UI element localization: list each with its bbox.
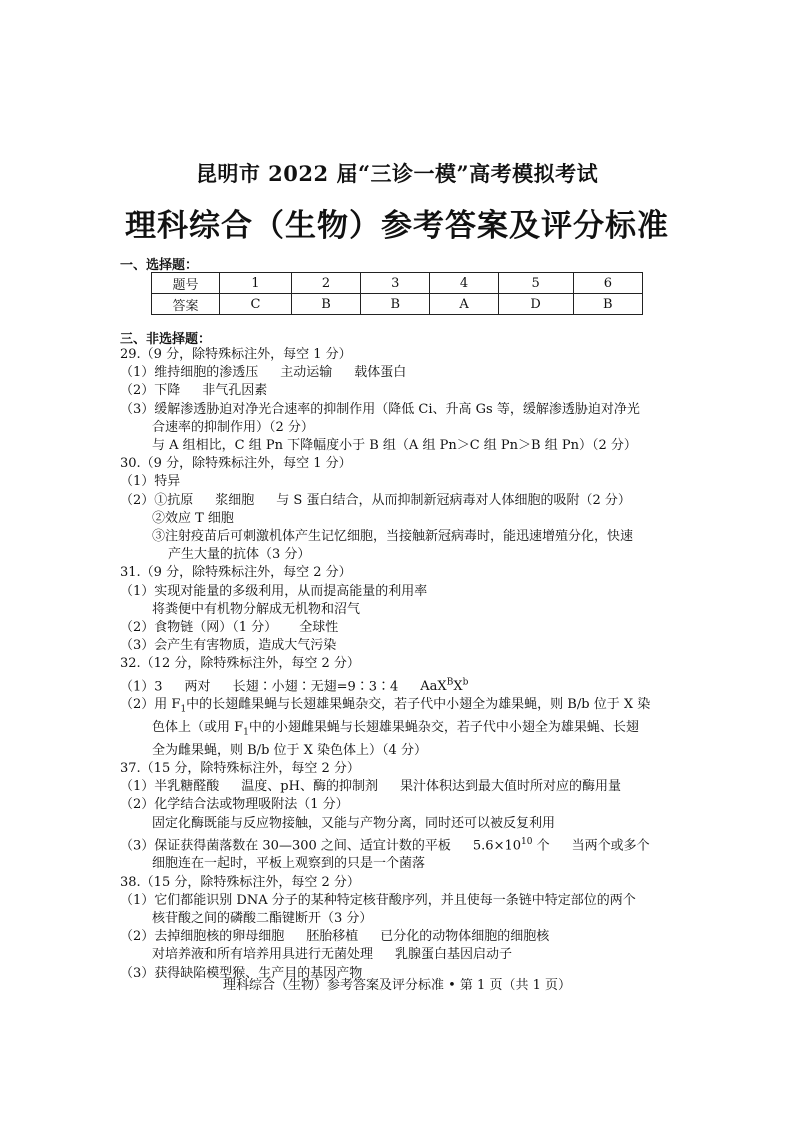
q32-part2-line2 [120,719,680,742]
answer-cell: B [361,294,430,315]
q29-part3-line1: （3）缓解渗透胁迫对净光合速率的抑制作用（降低 Ci、升高 Gs 等，缓解渗透胁迫对净光 [120,401,640,417]
q30-part2-b: 浆细胞 [215,492,255,508]
question-number-row [152,273,643,294]
q31-heading: 31.（9 分，除特殊标注外，每空 2 分） [120,565,352,581]
q38-part2-b: 胚胎移植 [306,929,359,945]
answer-cell: D [498,294,573,315]
q29-part2-a: （2）下降 [120,383,181,399]
q32-part2-line1 [120,696,680,719]
question-number-cell: 1 [220,273,292,294]
q31-part2 [120,619,680,637]
q32-part1-a: （1）3 [120,678,163,694]
answer-row [152,294,643,315]
exam-subtitle: 理科综合（生物）参考答案及评分标准 [125,208,669,244]
q31-part2-a: （2）食物链（网）（1 分） [120,620,278,636]
q38-part2-line2 [120,946,680,964]
q37-part1-b: 温度、pH、酶的抑制剂 [241,779,378,795]
answer-cell: B [573,294,642,315]
question-number-cell: 2 [291,273,360,294]
q37-part3-line2: 细胞连在一起时，平板上观察到的只是一个菌落 [152,856,426,872]
q37-heading: 37.（15 分，除特殊标注外，每空 2 分） [120,760,360,776]
q38-part3: （3）获得缺陷模型猴、生产目的基因产物 [120,965,363,981]
q37-part1 [120,778,680,796]
q29-part3-line3: 与 A 组相比，C 组 Pn 下降幅度小于 B 组（A 组 Pn＞C 组 Pn＞B 组 Pn）（2 分） [152,438,637,454]
q29-part1-c: 载体蛋白 [354,365,407,381]
q37-part1-c: 果汁体积达到最大值时所对应的酶用量 [399,779,621,795]
answer-table [151,272,643,315]
f1-subscript: 1 [243,727,249,738]
q37-part3-b: 当两个或多个 [571,838,650,854]
exponent: 10 [521,836,533,847]
row-header-number: 题号 [152,273,220,294]
q32-genotype [420,679,468,694]
q32-part2-b: 中的长翅雌果蝇与长翅雄果蝇杂交，若子代中小翅全为雄果蝇，则 B/b 位于 X 染 [186,697,651,713]
exam-title: 昆明市 2022 届“三诊一模”高考模拟考试 [195,161,599,186]
q30-part2-sub2: ②效应 T 细胞 [152,510,234,526]
q37-part3-line1 [120,833,680,856]
q32-heading: 32.（12 分，除特殊标注外，每空 2 分） [120,656,360,672]
q32-part1-c: 长翅∶小翅∶无翅=9∶3∶4 [232,678,399,694]
q37-part1-a: （1）半乳糖醛酸 [120,779,220,795]
question-number-cell: 4 [430,273,498,294]
answer-cell: B [291,294,360,315]
q38-heading: 38.（15 分，除特殊标注外，每空 2 分） [120,874,360,890]
q30-heading: 30.（9 分，除特殊标注外，每空 1 分） [120,456,352,472]
q37-part3-count: 5.6×10 [472,838,522,854]
genotype-x: X [453,678,463,694]
answer-cell: A [430,294,498,315]
q38-part2 [120,928,680,946]
q29-heading: 29.（9 分，除特殊标注外，每空 1 分） [120,347,352,362]
q32-part1 [120,674,680,697]
answer-cell: C [220,294,292,315]
section-non-choice-heading: 三、非选择题： [120,332,212,347]
q37-part2: （2）化学结合法或物理吸附法（1 分） [120,797,349,813]
q29-part1 [120,364,680,382]
q37-part2-line2: 固定化酶既能与反应物接触，又能与产物分离，同时还可以被反复利用 [152,815,556,831]
q38-part2-e: 乳腺蛋白基因启动子 [395,947,513,963]
q32-part1-b: 两对 [184,678,211,694]
q37-part3-unit: 个 [532,838,550,854]
q30-part1: （1）特异 [120,474,181,490]
q32-part2-c: 色体上（或用 F [152,719,244,735]
q29-part3-line2: 合速率的抑制作用）（2 分） [152,419,314,435]
q31-part1-line2: 将粪便中有机物分解成无机物和沼气 [152,601,361,617]
q30-part2-c: 与 S 蛋白结合，从而抑制新冠病毒对人体细胞的吸附（2 分） [276,492,631,508]
q31-part3: （3）会产生有害物质，造成大气污染 [120,638,337,654]
section-multiple-choice-heading: 一、选择题： [120,258,199,273]
q30-part2-sub3-line2: 产生大量的抗体（3 分） [168,547,311,563]
question-number-cell: 3 [361,273,430,294]
question-number-cell: 6 [573,273,642,294]
q38-part2-d: 对培养液和所有培养用具进行无菌处理 [152,947,374,963]
q29-part2-b: 非气孔因素 [202,383,268,399]
q38-part2-a: （2）去掉细胞核的卵母细胞 [120,929,285,945]
q29-part2 [120,382,680,400]
q31-part1: （1）实现对能量的多级利用，从而提高能量的利用率 [120,583,428,599]
q30-part2-sub3-line1: ③注射疫苗后可刺激机体产生记忆细胞，当接触新冠病毒时，能迅速增殖分化，快速 [152,529,634,545]
q30-part2 [120,492,680,510]
q32-part2-line3: 全为雌果蝇，则 B/b 位于 X 染色体上）（4 分） [152,742,427,758]
q38-part1-line2: 核苷酸之间的磷酸二酯键断开（3 分） [152,910,373,926]
answers-body [120,346,680,983]
q38-part1-line1: （1）它们都能识别 DNA 分子的某种特定核苷酸序列，并且使每一条链中特定部位的两个 [120,892,636,908]
q38-part2-c: 已分化的动物体细胞的细胞核 [380,929,550,945]
question-number-cell: 5 [498,273,573,294]
q29-part1-a: （1）维持细胞的渗透压 [120,365,259,381]
genotype-base: AaX [420,678,447,694]
genotype-sup-b: B [446,677,454,688]
q30-part2-a: （2）①抗原 [120,492,194,508]
q31-part2-b: 全球性 [299,620,339,636]
row-header-answer: 答案 [152,294,220,315]
genotype-sup-b-lower: b [462,677,469,688]
q37-part3-a: （3）保证获得菌落数在 30—300 之间、适宜计数的平板 [120,838,451,854]
q29-part1-b: 主动运输 [280,365,333,381]
page-footer: 理科综合（生物）参考答案及评分标准 • 第 1 页（共 1 页） [222,978,571,993]
f1-subscript: 1 [180,704,187,715]
q32-part2-a: （2）用 F [120,697,181,713]
q32-part2-d: 中的小翅雌果蝇与长翅雄果蝇杂交，若子代中小翅全为雄果蝇、长翅 [248,719,639,735]
